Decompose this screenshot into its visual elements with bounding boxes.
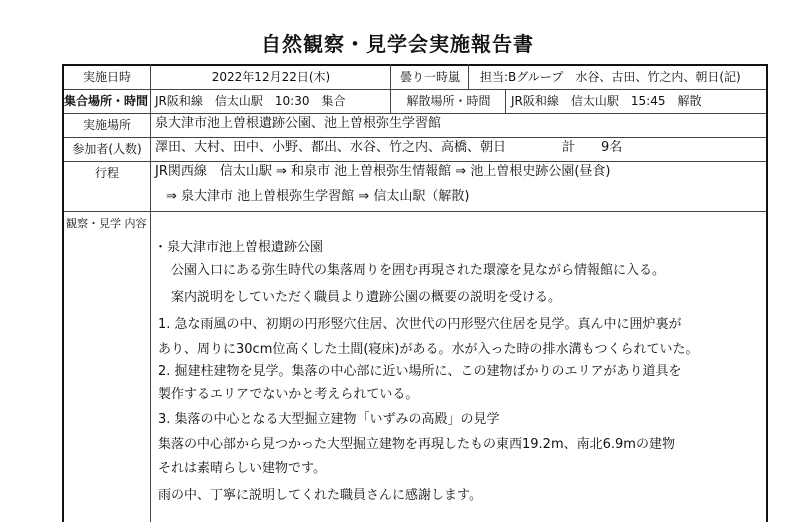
place-label: 実施場所 xyxy=(82,118,131,132)
content-line: 1. 急な雨風の中、初期の円形竪穴住居、次世代の円形竪穴住居を見学。真ん中に囲炉裏が xyxy=(158,317,682,332)
content-line: 公園入口にある弥生時代の集落周りを囲む再現された環濠を見ながら情報館に入る。 xyxy=(158,263,666,278)
date-value: 2022年12月22日(木) xyxy=(211,70,331,84)
content-line: それは素晴らしい建物です。 xyxy=(158,461,326,476)
table-rule xyxy=(62,113,768,114)
participants-total: 計 9名 xyxy=(562,140,623,155)
date-label: 実施日時 xyxy=(82,70,131,84)
table-border-right xyxy=(766,64,768,522)
table-column-rule xyxy=(505,89,506,113)
participants-label: 参加者(人数) xyxy=(72,142,142,156)
table-column-rule xyxy=(390,89,391,113)
content-line: ・泉大津市池上曽根遺跡公園 xyxy=(154,240,324,255)
dismiss-label: 解散場所・時間 xyxy=(406,94,491,108)
meeting-label: 集合場所・時間 xyxy=(64,94,149,108)
meeting-value: JR阪和線 信太山駅 10:30 集合 xyxy=(155,94,346,108)
content-line: 雨の中、丁寧に説明してくれた職員さんに感謝します。 xyxy=(158,488,482,503)
route-line-1: JR関西線 信太山駅 ⇒ 和泉市 池上曽根弥生情報館 ⇒ 池上曽根史跡公園(昼食) xyxy=(155,164,611,179)
table-column-rule xyxy=(468,64,469,89)
report-title: 自然観察・見学会実施報告書 xyxy=(261,32,534,56)
content-line: 集落の中心部から見つかった大型掘立建物を再現したもの東西19.2m、南北6.9mの建物 xyxy=(158,437,675,452)
route-label: 行程 xyxy=(94,166,119,180)
staff-value: 担当:Bグループ 水谷、古田、竹之内、朝日(記) xyxy=(480,70,741,84)
table-column-rule xyxy=(390,64,391,89)
table-rule xyxy=(62,211,768,212)
content-label: 観察・見学 内容 xyxy=(66,217,147,230)
content-line: 案内説明をしていただく職員より遺跡公園の概要の説明を受ける。 xyxy=(158,290,562,305)
route-line-2: ⇒ 泉大津市 池上曽根弥生学習館 ⇒ 信太山駅（解散) xyxy=(166,189,470,204)
table-rule xyxy=(62,137,768,138)
table-rule xyxy=(62,89,768,90)
participants-value: 澤田、大村、田中、小野、都出、水谷、竹之内、高橋、朝日 xyxy=(155,140,507,155)
table-rule xyxy=(62,161,768,162)
weather-value: 曇り一時嵐 xyxy=(399,70,460,84)
content-line: 製作するエリアでないかと考えられている。 xyxy=(158,387,419,402)
table-column-rule xyxy=(150,64,151,522)
dismiss-value: JR阪和線 信太山駅 15:45 解散 xyxy=(511,94,702,108)
table-border-top xyxy=(62,64,768,66)
place-value: 泉大津市池上曽根遺跡公園、池上曽根弥生学習館 xyxy=(155,116,442,131)
content-line: 3. 集落の中心となる大型掘立建物「いずみの高殿」の見学 xyxy=(158,412,500,427)
content-line: 2. 掘建柱建物を見学。集落の中心部に近い場所に、この建物ばかりのエリアがあり道具を xyxy=(158,364,682,379)
content-line: あり、周りに30cm位高くした土間(寝床)がある。水が入った時の排水溝もつくられていた。 xyxy=(158,342,699,357)
